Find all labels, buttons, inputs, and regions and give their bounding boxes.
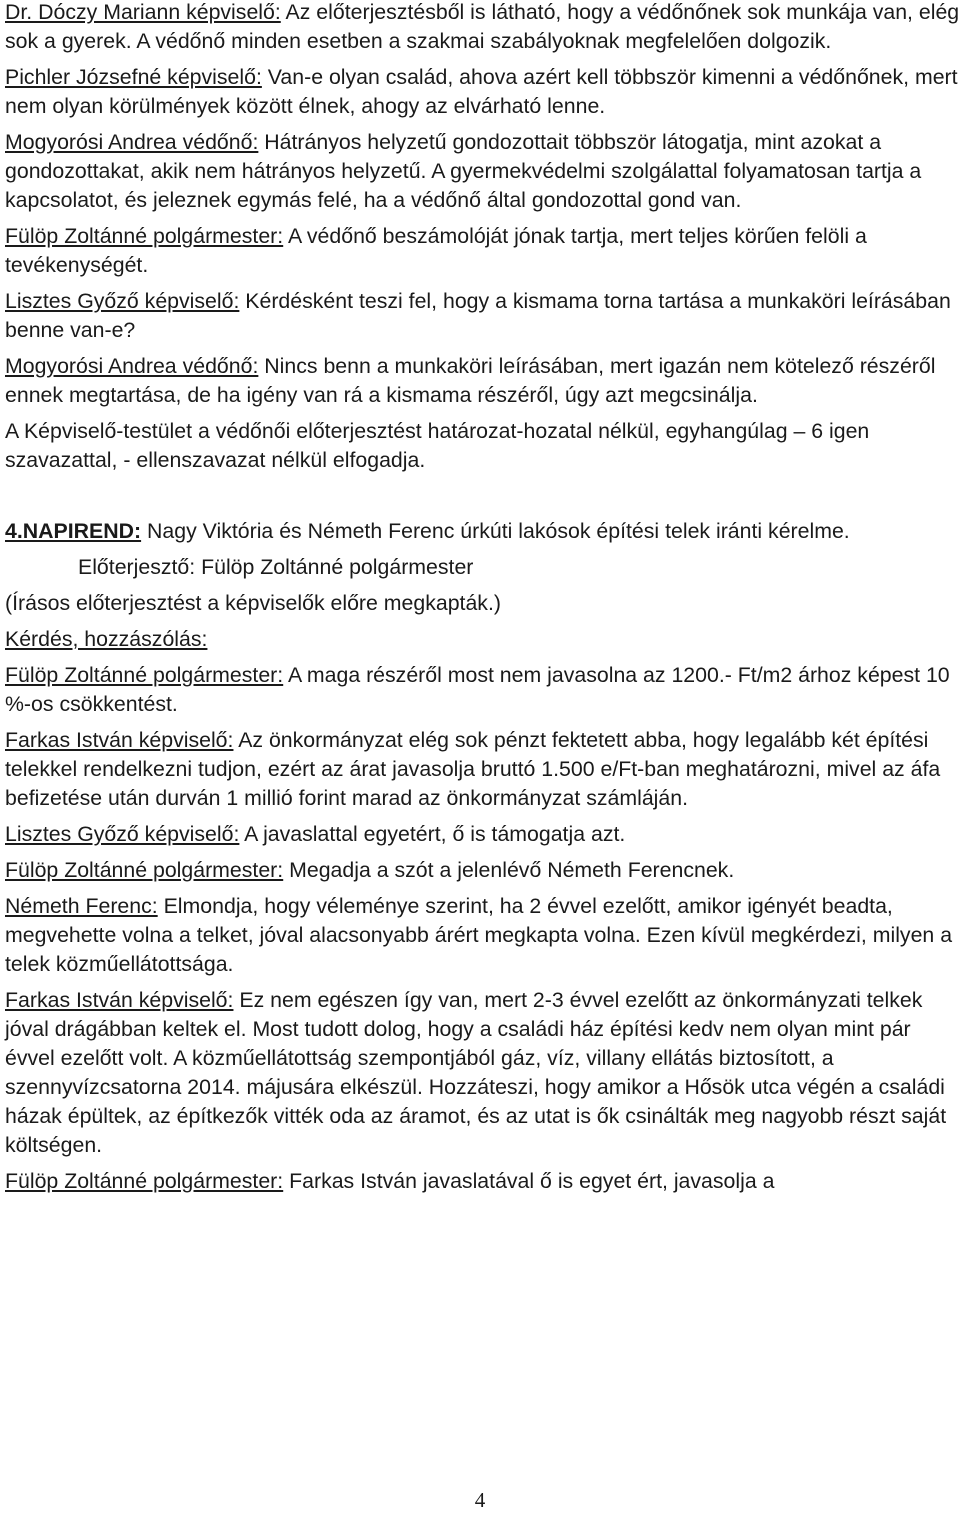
paragraph-fulop-1: [5, 222, 960, 280]
discussion-fulop-1: [5, 661, 960, 719]
speech-text: A maga részéről most nem javasolna az 1200.- Ft/m2 árhoz képest 10 %-os csökkentést.: [5, 663, 950, 716]
paragraph-lisztes-1: [5, 287, 960, 345]
speech-text: Ez nem egészen így van, mert 2-3 évvel ezelőtt az önkormányzati telkek jóval drágábban keltek el. Most tudott dolog, hogy a családi ház építési kedv nem olyan mint pár évvel ezelőtt volt. A közműellátottság szempontjából gáz, víz, villany ellátás biztosított, a szennyvízcsatorna 2014. májusára elkészül. Hozzáteszi, hogy amikor a Hősök utca végén a családi házak épültek, az építkezők vitték oda az áramot, és az utat is ők csinálták meg nagyobb részt saját költségen.: [5, 988, 947, 1157]
speaker-name: Lisztes Győző képviselő:: [5, 289, 240, 313]
speech-text: A védőnő beszámolóját jónak tartja, mert teljes körűen felöli a tevékenységét.: [5, 224, 867, 277]
speech-text: Megadja a szót a jelenlévő Németh Ferencnek.: [283, 858, 735, 882]
paragraph-pichler: [5, 63, 960, 121]
discussion-farkas-1: [5, 726, 960, 813]
speaker-name: Mogyorósi Andrea védőnő:: [5, 130, 259, 154]
speech-text: Kérdésként teszi fel, hogy a kismama torna tartása a munkaköri leírásában benne van-e?: [5, 289, 951, 342]
speaker-name: Fülöp Zoltánné polgármester:: [5, 663, 284, 687]
speaker-name: Lisztes Győző képviselő:: [5, 822, 240, 846]
speech-text: A javaslattal egyetért, ő is támogatja azt.: [239, 822, 626, 846]
resolution-text: A Képviselő-testület a védőnői előterjesztést határozat-hozatal nélkül, egyhangúlag – 6 igen szavazattal, - ellenszavazat nélkül elfogadja.: [5, 419, 870, 472]
agenda-number: 4.NAPIREND:: [5, 519, 142, 543]
paragraph-mogyorosi-1: [5, 128, 960, 215]
speaker-name: Farkas István képviselő:: [5, 988, 234, 1012]
agenda-note: (Írásos előterjesztést a képviselők előre megkapták.): [5, 591, 501, 615]
speech-text: Az előterjesztésből is látható, hogy a védőnőnek sok munkája van, elég sok a gyerek. A védőnő minden esetben a szakmai szabályoknak megfelelően dolgozik.: [5, 0, 960, 53]
speaker-name: Fülöp Zoltánné polgármester:: [5, 224, 284, 248]
speaker-name: Farkas István képviselő:: [5, 728, 234, 752]
speech-text: Elmondja, hogy véleménye szerint, ha 2 évvel ezelőtt, amikor igényét beadta, megvehette volna a telket, jóval alacsonyabb árért megkapta volna. Ezen kívül megkérdezi, milyen a telek közműellátottsága.: [5, 894, 953, 976]
agenda-heading: [5, 517, 960, 546]
discussion-farkas-2: [5, 986, 960, 1160]
speech-text: Van-e olyan család, ahova azért kell többször kimenni a védőnőnek, mert nem olyan körülmények között élnek, ahogy az elvárható lenne.: [5, 65, 958, 118]
questions-label: Kérdés, hozzászólás:: [5, 627, 208, 651]
speech-text: Az önkormányzat elég sok pénzt fektetett abba, hogy legalább két építési telekkel rendelkezni tudjon, ezért az árat javasolja bruttó 1.500 e/Ft-ban meghatározni, mivel az áfa befizetése után durván 1 millió forint marad az önkormányzat számláján.: [5, 728, 941, 810]
speaker-name: Fülöp Zoltánné polgármester:: [5, 858, 284, 882]
agenda-presenter: Előterjesztő: Fülöp Zoltánné polgármester: [78, 555, 474, 579]
discussion-fulop-2: [5, 856, 960, 885]
discussion-fulop-3: [5, 1167, 960, 1196]
speaker-name: Dr. Dóczy Mariann képviselő:: [5, 0, 281, 24]
speech-text: Farkas István javaslatával ő is egyet ért, javasolja a: [283, 1169, 775, 1193]
speaker-name: Németh Ferenc:: [5, 894, 158, 918]
paragraph-mogyorosi-2: [5, 352, 960, 410]
speaker-name: Pichler Józsefné képviselő:: [5, 65, 262, 89]
discussion-lisztes: [5, 820, 960, 849]
speaker-name: Fülöp Zoltánné polgármester:: [5, 1169, 284, 1193]
page-number: 4: [474, 1488, 486, 1512]
speaker-name: Mogyorósi Andrea védőnő:: [5, 354, 259, 378]
agenda-title: Nagy Viktória és Németh Ferenc úrkúti lakósok építési telek iránti kérelme.: [141, 519, 850, 543]
paragraph-doczy: [5, 0, 960, 56]
document-page: [5, 0, 960, 1203]
speech-text: Hátrányos helyzetű gondozottait többször látogatja, mint azokat a gondozottakat, akik nem hátrányos helyzetű. A gyermekvédelmi szolgálattal folyamatosan tartja a kapcsolatot, és jeleznek egymás felé, ha a védőnő által gondozottal gond van.: [5, 130, 922, 212]
speech-text: Nincs benn a munkaköri leírásában, mert igazán nem kötelező részéről ennek megtartása, de ha igény van rá a kismama részéről, úgy azt megcsinálja.: [5, 354, 936, 407]
discussion-nemeth: [5, 892, 960, 979]
